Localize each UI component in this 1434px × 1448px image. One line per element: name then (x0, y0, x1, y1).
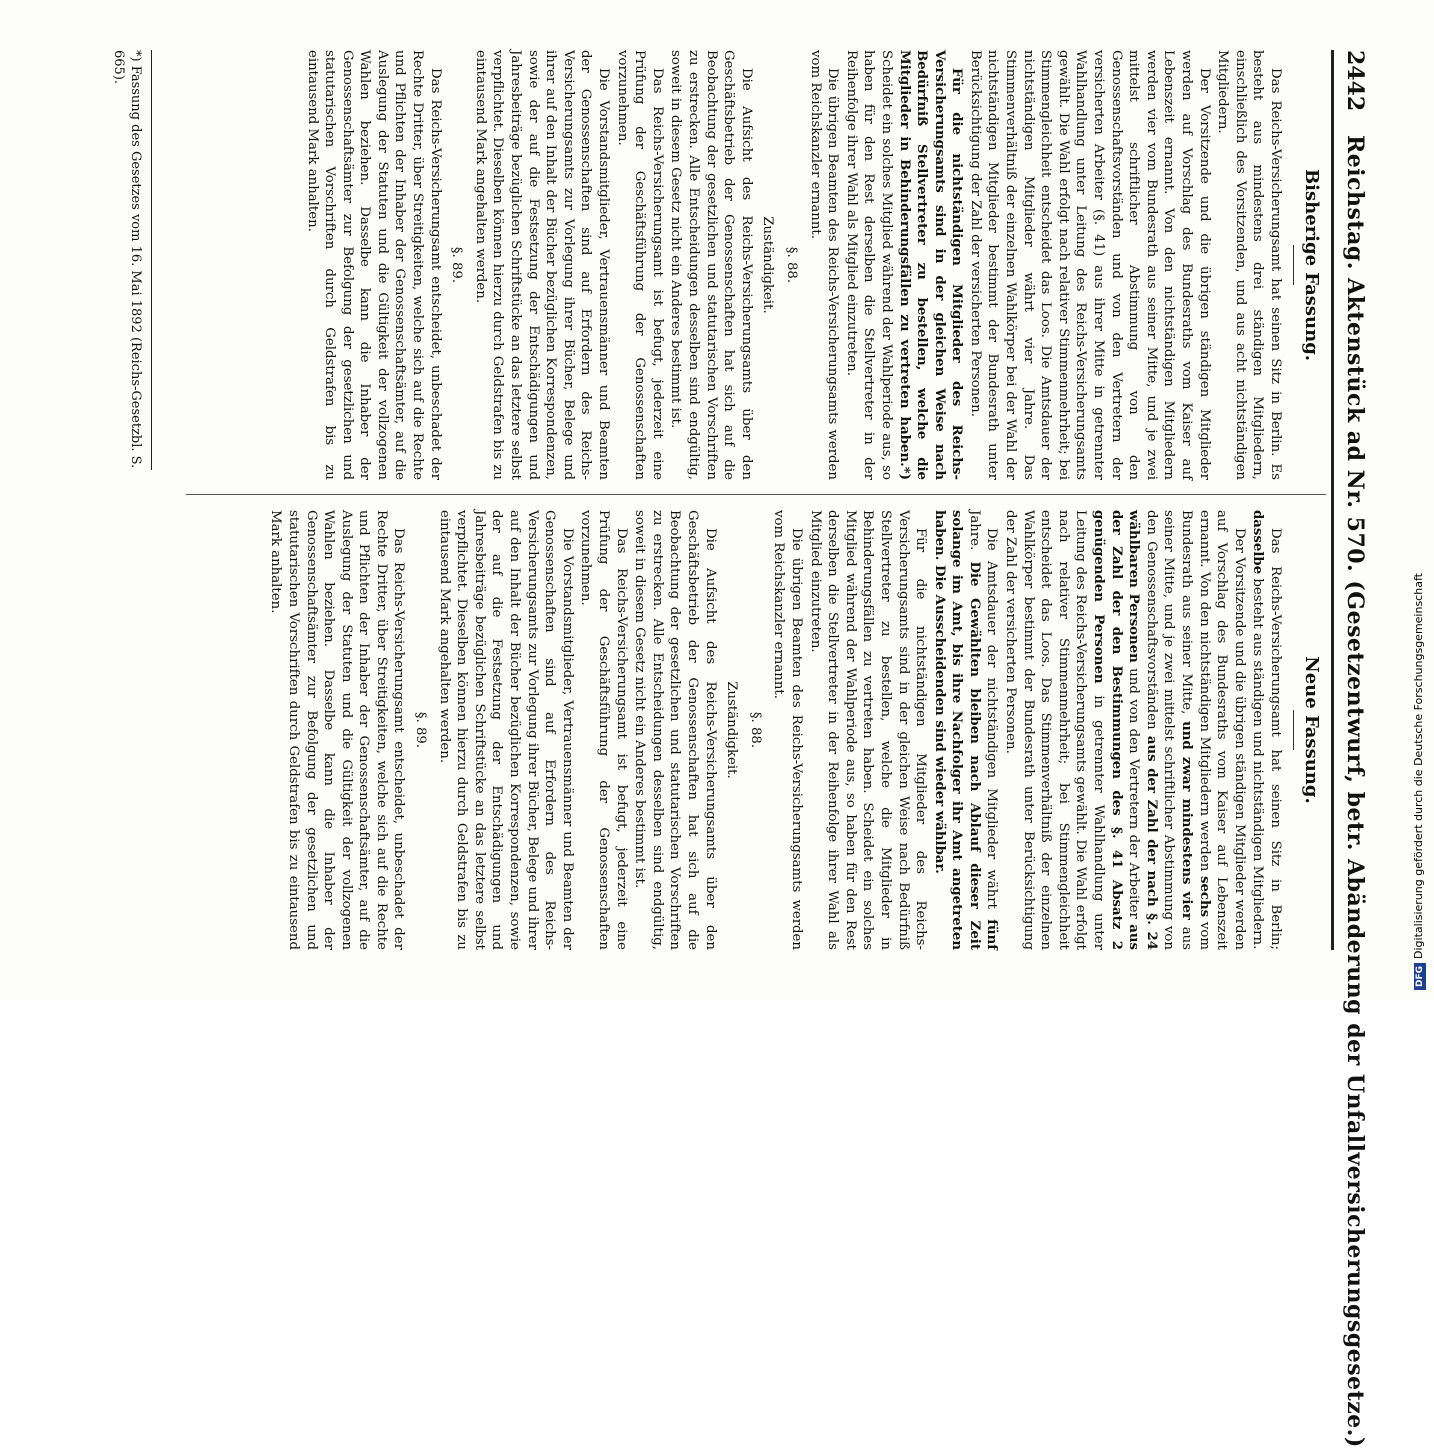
right-passage: vom Bundesrath aus seiner Mitte, (1179, 510, 1212, 951)
credit-line: Digitalisierung gefördert durch die Deutsche Forschungsgemeinschaft (1412, 573, 1425, 959)
left-bold-passage: Für die nichtständigen Mitglieder des Reichs-Versicherungsamts sind in der gleichen Weise nach Bedürfniß Stellvertreter zu bestellen, welche die Mitglieder in Behinderungsfällen zu vertreten haben.*) (896, 50, 965, 480)
right-passage: und von den Vertretern der Arbeiter (1126, 668, 1142, 919)
section-subheading: Zuständigkeit. (724, 681, 740, 779)
page-number: 2442 (1342, 50, 1368, 112)
right-paragraph (930, 510, 1000, 950)
right-bold-passage: dasselbe (1250, 510, 1266, 575)
footnote-rule (151, 50, 152, 470)
digitization-credit-text (1412, 573, 1426, 990)
left-paragraph: Die Vorstandsmitglieder, Vertrauensmänner und Beamten der Genossenschaften sind auf Erfordern des Reichs-Versicherungsamts zur Vorlegung ihrer Bücher, Belege und ihrer auf den Inhalt der Bücher bezüglichen Korrespondenzen, sowie der auf die Festsetzung der Entschädigungen und Jahresbeiträge bezüglichen Schriftstücke an das letztere selbst verpflichtet. Dieselben können hierzu durch Geldstrafen bis zu eintausend Mark angehalten werden. (472, 50, 612, 480)
left-paragraph: Das Reichs-Versicherungsamt hat seinen Sitz in Berlin. Es besteht aus mindestens drei ständigen Mitgliedern, einschließlich des Vorsitzenden, und aus acht nichtständigen Mitgliedern. (1215, 50, 1283, 480)
right-paragraph (1249, 510, 1284, 950)
right-passage: Jahre. (966, 510, 982, 551)
section-heading: §. 88. (783, 246, 799, 284)
left-passage: Scheidet ein solches Mitglied während der Wahlperiode aus, so haben für den Rest derselben die Stellvertreter in der Reihenfolge ihrer Wahl als Mitglied einzutreten. (843, 50, 894, 480)
page-header (1334, 50, 1374, 1448)
left-paragraph-footnoted (842, 50, 965, 480)
header-rule (1331, 50, 1334, 950)
footnote: *) Fassung des Gesetzes vom 16. Mai 1892 (Reichs-Gesetzbl. S. 665). (111, 50, 143, 469)
digitization-credit (1410, 0, 1434, 1000)
left-paragraph: Das Reichs-Versicherungsamt ist befugt, jederzeit eine Prüfung der Geschäftsführung der Genossenschaften vorzunehmen. (614, 50, 665, 480)
left-paragraph: Der Vorsitzende und die übrigen ständigen Mitglieder werden auf Vorschlag des Bundesraths vom Kaiser auf Lebenszeit ernannt. Von den nichtständigen Mitgliedern werden vier vom Bundesrath aus seiner Mitte, und je zwei mittelst schriftlicher Abstimmung von den Genossenschaftsvorständen und von den Vertretern der versicherten Arbeiter (§. 41) aus ihrer Mitte in getrennter Wahlhandlung unter Leitung des Reichs-Versicherungsamts gewählt. Die Wahl erfolgt nach relativer Stimmenmehrheit; bei Stimmengleichheit entscheidet das Loos. Die Amtsdauer der nichtständigen Mitglieder währt vier Jahre. Das Stimmenverhältniß der einzelnen Wahlkörper bei der Wahl der nichtständigen Mitglieder bestimmt der Bundesrath unter Berücksichtigung der Zahl der versicherten Personen. (967, 50, 1212, 480)
right-paragraph (1002, 510, 1248, 950)
right-passage: aus seiner Mitte, und je zwei mittelst schriftlicher Abstimmung von den Genossenschaftsvorständen (1143, 510, 1195, 951)
right-paragraph: Die übrigen Beamten des Reichs-Versicherungsamts werden vom Reichskanzler ernannt. (771, 510, 804, 950)
right-bold-passage: und zwar mindestens vier (1179, 721, 1195, 920)
right-passage: in getrennter Wahlhandlung unter Leitung des Reichs-Versicherungsamts gewählt. Die Wahl erfolgt nach relativer Stimmenmehrheit; bei Stimmengleichheit entscheidet das Loos. Das Stimmenverhältniß der einzelnen Wahlkörper bestimmt der Bundesrath unter Berücksichtigung der Zahl der versicherten Personen. (1003, 510, 1107, 950)
right-paragraph: Die Vorstandsmitglieder, Vertrauensmänner und Beamten der Genossenschaften sind auf Erfordern des Reichs-Versicherungsamts zur Vorlegung ihrer Bücher, Belege und ihrer auf den Inhalt der Bücher bezüglichen Korrespondenzen, sowie der auf die Festsetzung der Entschädigungen und Jahresbeiträge bezüglichen Schriftstücke an das letztere selbst verpflichtet. Dieselben können hierzu durch Geldstrafen bis zu eintausend Mark angehalten werden. (436, 510, 575, 950)
right-passage: Das Reichs-Versicherungsamt hat seinen Sitz in Berlin; (1268, 528, 1283, 950)
left-column-text (302, 50, 1284, 480)
left-paragraph: Die übrigen Beamten des Reichs-Versicherungsamts werden vom Reichskanzler ernannt. (807, 50, 841, 480)
column-divider (186, 494, 1326, 495)
section-heading: §. 88. (747, 711, 763, 749)
left-column-heading: Bisherige Fassung. (1301, 168, 1322, 362)
right-bold-passage: sechs (1196, 875, 1212, 918)
right-bold-passage: fünf (984, 919, 1000, 950)
dfg-logo: DFG (1414, 963, 1426, 990)
right-bold-passage: Die Gewählten bleiben nach Ablauf dieser Zeit solange im Amt, bis ihre Nachfolger ihr Amt angetreten haben. Die Ausscheidenden sind wieder wählbar. (931, 510, 982, 950)
right-bold-passage: aus der Zahl der nach §. 24 wählbaren Personen (1126, 510, 1159, 950)
right-heading-rule (1293, 710, 1294, 750)
right-column-text (266, 510, 1284, 950)
right-paragraph: Das Reichs-Versicherungsamt entscheidet, unbeschadet der Rechte Dritter, über Streitigkeiten, welche sich auf die Rechte und Pflichten der Inhaber der Genossenschaftsämter, auf die Auslegung der Statuten und die Gültigkeit der vollzogenen Wahlen beziehen. Dasselbe kann die Inhaber der Genossenschaftsämter zur Befolgung der gesetzlichen und statutarischen Vorschriften durch Geldstrafen bis zu eintausend Mark anhalten. (268, 510, 407, 950)
right-paragraph: Die Aufsicht des Reichs-Versicherungsamts über den Geschäftsbetrieb der Genossenschaften hat sich auf die Beobachtung der gesetzlichen und statutarischen Vorschriften zu erstrecken. Alle Entscheidungen desselben sind endgültig, soweit in diesem Gesetz nicht ein Anderes bestimmt ist. (632, 510, 718, 950)
right-paragraph: Für die nichtständigen Mitglieder des Reichs-Versicherungsamts sind in der gleichen Weise nach Bedürfniß Stellvertreter zu bestellen, welche die Mitglieder in Behinderungsfällen zu vertreten haben. Scheidet ein solches Mitglied während der Wahlperiode aus, so haben für den Rest derselben die Stellvertreter in der Reihenfolge ihrer Wahl als Mitglied einzutreten. (807, 510, 929, 950)
running-title: Reichstag. Aktenstück ad Nr. 570. (Gesetzentwurf, betr. Abänderung der Unfallversicherungsgesetze.) (1342, 135, 1368, 1448)
right-column-heading: Neue Fassung. (1301, 656, 1322, 804)
section-heading: §. 89. (449, 246, 465, 284)
right-passage: Der Vorsitzende und die übrigen ständigen Mitglieder werden auf Vorschlag des Bundesraths vom Kaiser auf Lebenszeit ernannt. Von den nichtständigen Mitgliedern werden (1196, 510, 1247, 950)
right-paragraph: Das Reichs-Versicherungsamt ist befugt, jederzeit eine Prüfung der Geschäftsführung der Genossenschaften vorzunehmen. (578, 510, 629, 950)
left-paragraph: Die Aufsicht des Reichs-Versicherungsamts über den Geschäftsbetrieb der Genossenschaften hat sich auf die Beobachtung der gesetzlichen und statutarischen Vorschriften zu erstrecken. Alle Entscheidungen desselben sind endgültig, soweit in diesem Gesetz nicht ein Anderes bestimmt ist. (668, 50, 754, 480)
right-passage: besteht aus ständigen und nichtständigen Mitgliedern. (1250, 578, 1266, 950)
left-paragraph: Das Reichs-Versicherungsamt entscheidet, unbeschadet der Rechte Dritter, über Streitigkeiten, welche sich auf die Rechte und Pflichten der Inhaber der Genossenschaftsämter, auf die Auslegung der Statuten und die Gültigkeit der vollzogenen Wahlen beziehen. Dasselbe kann die Inhaber der Genossenschaftsämter zur Befolgung der gesetzlichen und statutarischen Vorschriften durch Geldstrafen bis zu eintausend Mark anhalten. (304, 50, 443, 480)
section-subheading: Zuständigkeit. (760, 216, 776, 314)
right-passage: Die Amtsdauer der nichtständigen Mitglieder währt (984, 528, 1000, 910)
right-bold-passage: aus der Zahl der den Bestimmungen des §. 41 Absatz 2 genügenden Personen (1091, 510, 1142, 950)
left-heading-rule (1293, 245, 1294, 285)
section-heading: §. 89. (413, 711, 429, 749)
